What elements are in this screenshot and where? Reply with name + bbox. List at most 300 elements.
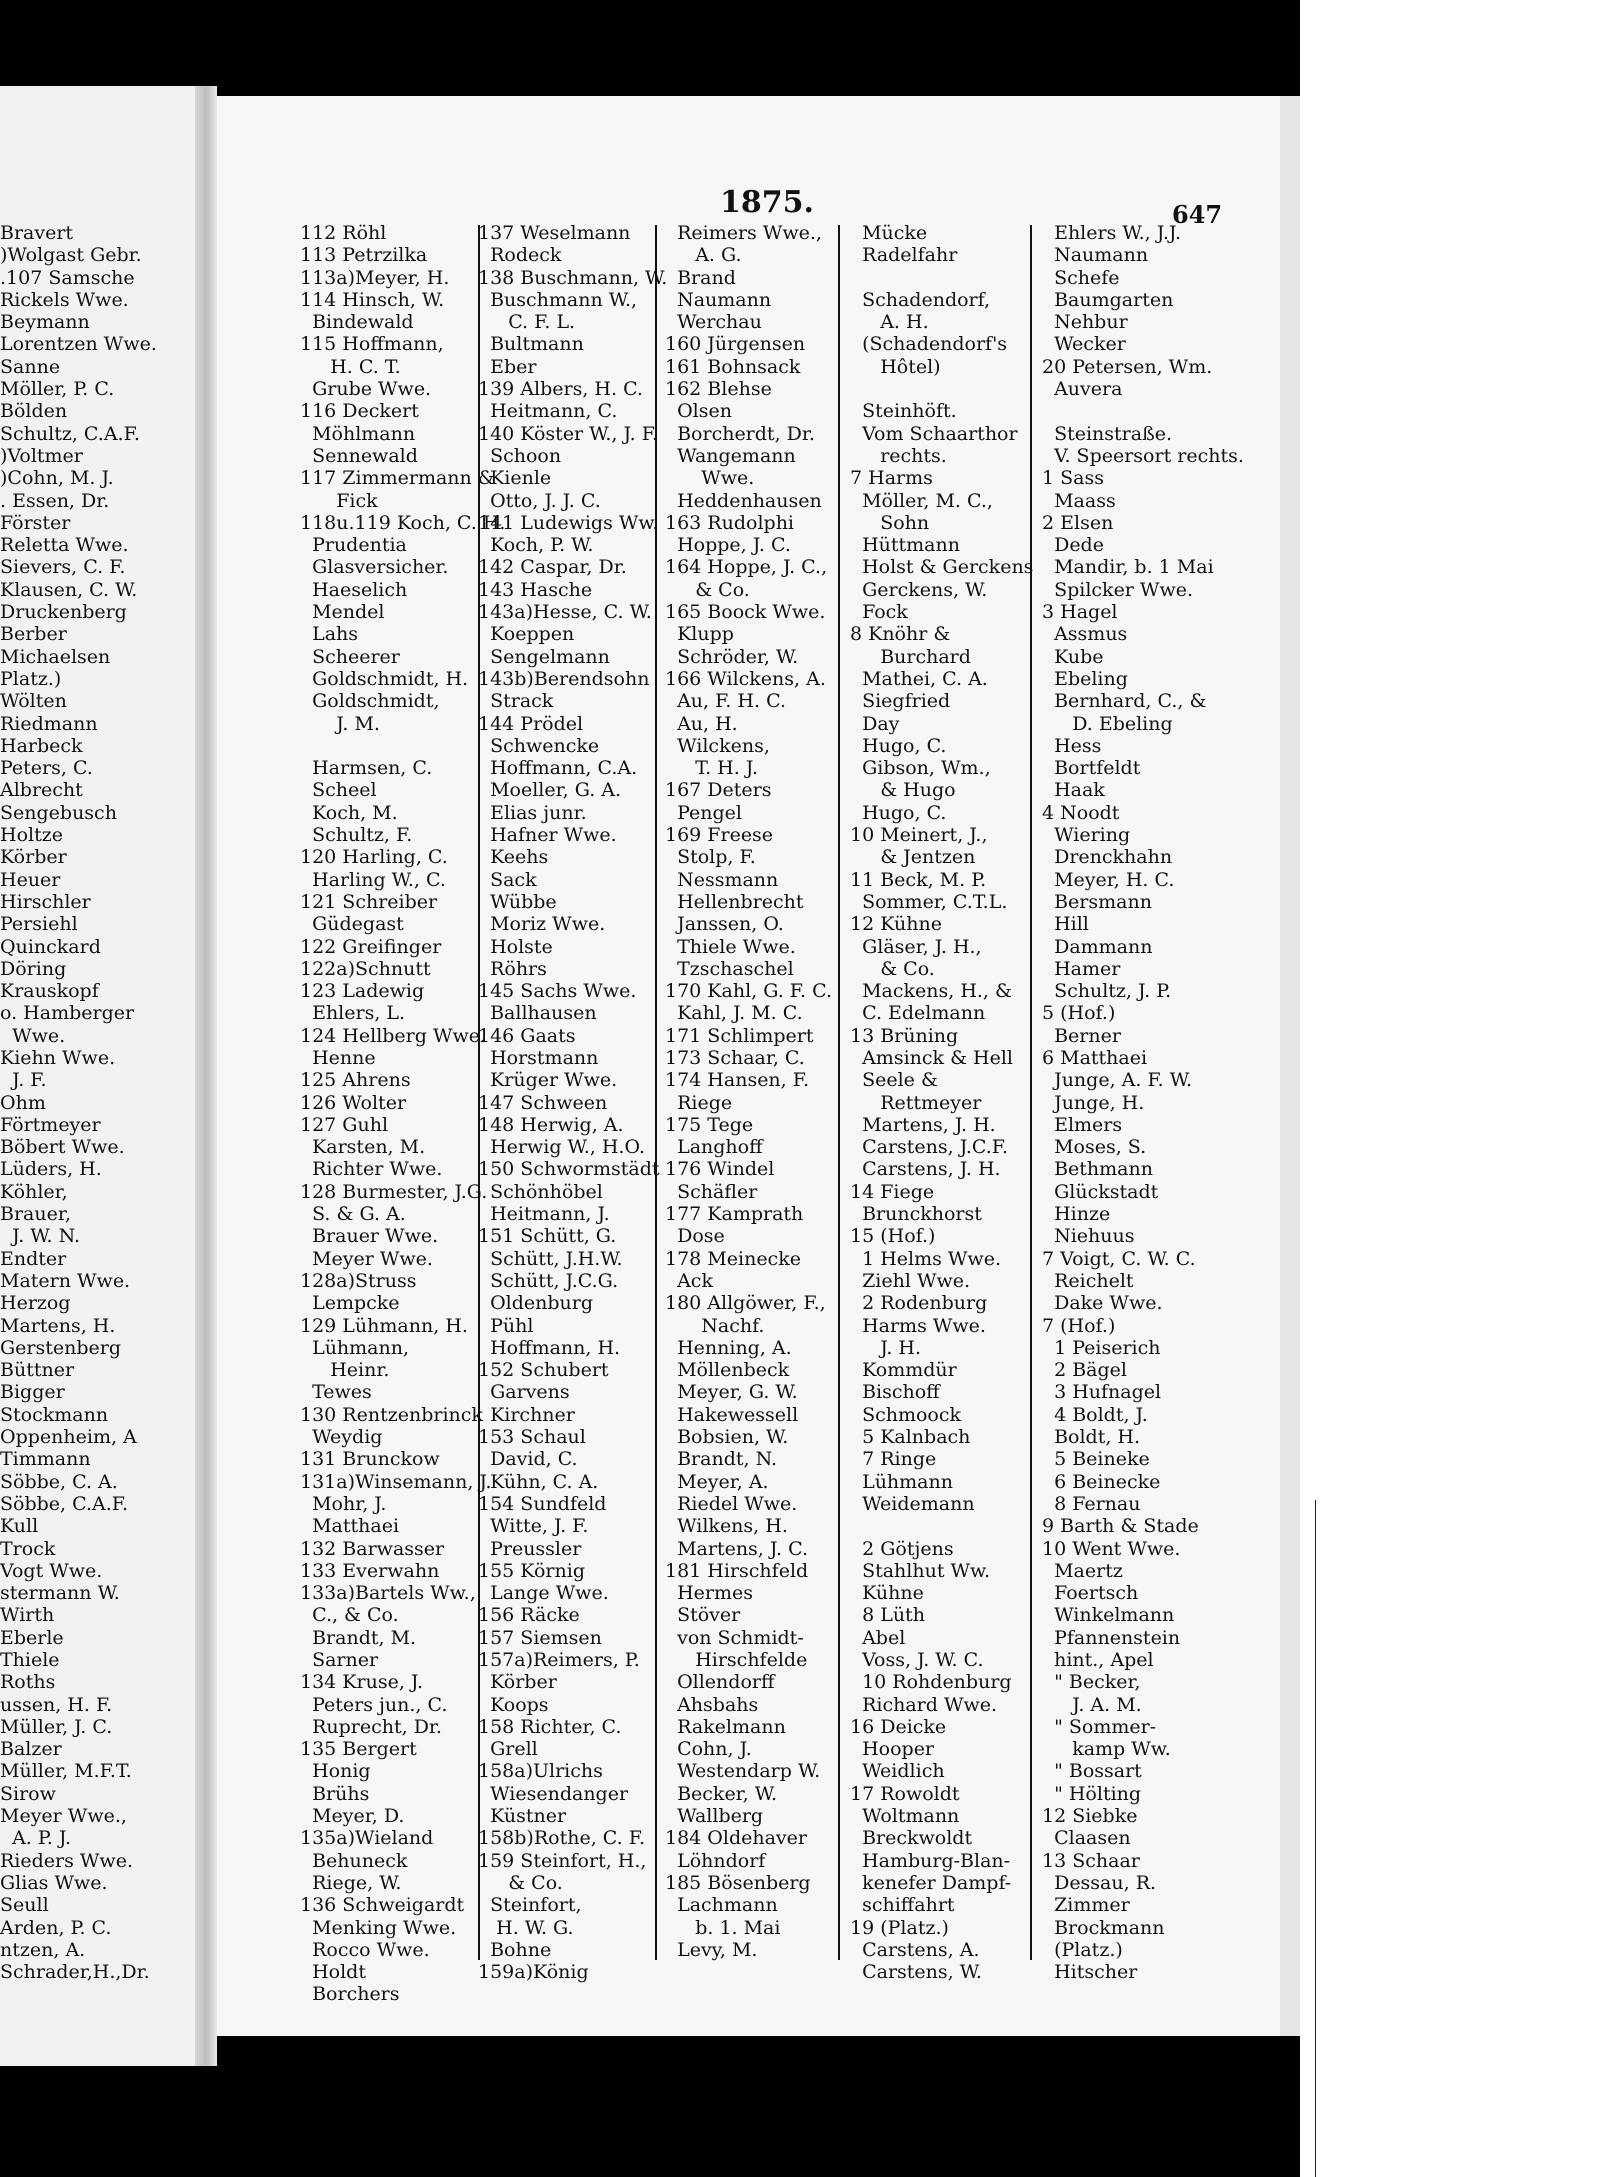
directory-entry: Behuneck	[300, 1849, 408, 1872]
directory-entry: Seull	[0, 1894, 49, 1917]
directory-entry: Otto, J. J. C.	[478, 489, 601, 512]
directory-entry: Day	[850, 712, 900, 735]
directory-entry: 2 Rodenburg	[850, 1292, 988, 1315]
directory-entry: 4 Boldt, J.	[1042, 1403, 1148, 1426]
directory-entry: Lempcke	[300, 1292, 400, 1315]
directory-entry: Bohne	[478, 1938, 552, 1961]
directory-entry: 135 Bergert	[300, 1738, 417, 1761]
directory-entry: 7 Harms	[850, 467, 933, 490]
directory-entry: Dessau, R.	[1042, 1871, 1157, 1894]
directory-entry	[1042, 400, 1244, 422]
directory-column-2	[478, 222, 667, 1983]
directory-entry: 181 Hirschfeld	[665, 1559, 809, 1582]
directory-entry: Schmoock	[850, 1403, 962, 1426]
directory-entry: Rocco Wwe.	[300, 1938, 430, 1961]
directory-entry: " Becker,	[1042, 1671, 1141, 1694]
directory-entry: Glasversicher.	[300, 556, 449, 579]
directory-entry: Rakelmann	[665, 1715, 786, 1738]
directory-entry: Bravert	[0, 222, 74, 244]
directory-entry: Claasen	[1042, 1827, 1131, 1850]
directory-entry: Hugo, C.	[850, 734, 947, 757]
directory-entry: Wangemann	[665, 444, 796, 467]
directory-entry: Schefe	[1042, 266, 1120, 289]
directory-entry: kamp Ww.	[1042, 1738, 1171, 1761]
directory-entry: 10 Rohdenburg	[850, 1671, 1012, 1694]
directory-entry: Möller, M. C.,	[850, 489, 993, 512]
page-year: 1875.	[720, 185, 814, 220]
directory-entry: .107 Samsche	[0, 266, 135, 289]
directory-entry: 118u.119 Koch, C. H.	[300, 511, 506, 534]
directory-entry: 173 Schaar, C.	[665, 1046, 805, 1069]
directory-entry: hint., Apel	[1042, 1649, 1154, 1671]
directory-entry: 9 Barth & Stade	[1042, 1515, 1199, 1538]
directory-entry: Borchers	[300, 1983, 400, 2006]
directory-entry: 1 Sass	[1042, 467, 1104, 490]
directory-entry: Niehuus	[1042, 1225, 1135, 1248]
directory-entry: Endter	[0, 1247, 67, 1270]
directory-entry: Kiehn Wwe.	[0, 1046, 116, 1069]
directory-entry: Moeller, G. A.	[478, 779, 622, 802]
directory-entry: C., & Co.	[300, 1604, 399, 1627]
directory-entry: Junge, A. F. W.	[1042, 1069, 1193, 1092]
directory-entry: Kube	[1042, 645, 1104, 668]
directory-entry: 169 Freese	[665, 824, 774, 847]
directory-entry: 128a)Struss	[300, 1269, 417, 1292]
directory-entry: Gläser, J. H.,	[850, 935, 982, 958]
directory-entry: Mandir, b. 1 Mai	[1042, 556, 1214, 579]
directory-entry: Schönhöbel	[478, 1180, 603, 1203]
directory-entry: Lachmann	[665, 1894, 778, 1917]
directory-entry: Langhoff	[665, 1136, 763, 1159]
directory-entry: Lorentzen Wwe.	[0, 333, 157, 356]
directory-entry: 133a)Bartels Ww.,	[300, 1582, 476, 1605]
directory-entry: Buschmann W.,	[478, 288, 638, 311]
directory-entry: Beymann	[0, 311, 90, 334]
directory-entry: 114 Hinsch, W.	[300, 288, 445, 311]
directory-entry: Thiele Wwe.	[665, 935, 796, 958]
directory-entry: Kühn, C. A.	[478, 1470, 599, 1493]
directory-entry: Scheerer	[300, 645, 400, 668]
directory-entry: Bethmann	[1042, 1158, 1153, 1181]
directory-entry: 146 Gaats	[478, 1024, 576, 1047]
directory-entry: Holste	[478, 935, 553, 958]
directory-entry: Koch, M.	[300, 801, 398, 824]
directory-entry: Ehlers W., J.J.	[1042, 222, 1182, 244]
directory-entry: Krüger Wwe.	[478, 1069, 618, 1092]
directory-entry: 8 Lüth	[850, 1604, 925, 1627]
directory-entry: Brockmann	[1042, 1916, 1165, 1939]
directory-entry: Schultz, F.	[300, 824, 413, 847]
directory-entry: Hitscher	[1042, 1961, 1138, 1984]
directory-entry: Boldt, H.	[1042, 1426, 1141, 1449]
directory-column-4	[850, 222, 1033, 1983]
directory-entry: 4 Noodt	[1042, 801, 1120, 824]
directory-entry: Söbbe, C. A.	[0, 1470, 118, 1493]
directory-entry: Breckwoldt	[850, 1827, 973, 1850]
directory-entry: 148 Herwig, A.	[478, 1113, 624, 1136]
directory-entry: Matern Wwe.	[0, 1269, 131, 1292]
directory-entry: 142 Caspar, Dr.	[478, 556, 627, 579]
directory-entry: Honig	[300, 1760, 371, 1783]
directory-entry: 144 Prödel	[478, 712, 584, 735]
directory-entry	[300, 735, 505, 757]
directory-entry: 128 Burmester, J.G.	[300, 1180, 488, 1203]
directory-entry: 7 Voigt, C. W. C.	[1042, 1247, 1196, 1270]
directory-entry: 159a)König	[478, 1961, 589, 1984]
directory-entry: Maass	[1042, 489, 1116, 512]
directory-entry: Sirow	[0, 1782, 56, 1805]
directory-entry: Strack	[478, 690, 554, 713]
directory-entry: 153 Schaul	[478, 1426, 586, 1449]
directory-entry: " Bossart	[1042, 1760, 1142, 1783]
directory-entry: Güdegast	[300, 913, 404, 936]
directory-entry: 140 Köster W., J. F.	[478, 422, 658, 445]
directory-entry: Rettmeyer	[850, 1091, 982, 1114]
directory-entry: Sennewald	[300, 444, 418, 467]
directory-entry: kenefer Dampf-	[850, 1871, 1012, 1894]
directory-entry: Holdt	[300, 1961, 366, 1984]
directory-entry: Meyer Wwe.,	[0, 1805, 127, 1828]
directory-entry: Förster	[0, 511, 71, 534]
directory-entry: Mackens, H., &	[850, 980, 1012, 1003]
directory-entry: Carstens, J. H.	[850, 1158, 1001, 1181]
directory-entry: ussen, H. F.	[0, 1693, 113, 1716]
directory-entry: Heinr.	[300, 1359, 390, 1382]
directory-entry: Herwig W., H.O.	[478, 1136, 645, 1159]
directory-entry: 184 Oldehaver	[665, 1827, 807, 1850]
directory-entry: Brandt, M.	[300, 1626, 417, 1649]
directory-entry: 3 Hagel	[1042, 601, 1118, 624]
directory-entry: Hess	[1042, 734, 1102, 757]
directory-entry: A. H.	[850, 311, 929, 334]
directory-entry: Bigger	[0, 1381, 65, 1404]
directory-entry: 162 Blehse	[665, 378, 772, 401]
directory-entry: 175 Tege	[665, 1113, 754, 1136]
directory-entry: Olsen	[665, 400, 732, 423]
directory-entry: Ebeling	[1042, 667, 1128, 690]
directory-entry: V. Speersort rechts.	[1042, 444, 1244, 467]
directory-entry: 130 Rentzenbrinck	[300, 1403, 483, 1426]
directory-entry: Bischoff	[850, 1381, 940, 1404]
directory-entry: Moriz Wwe.	[478, 913, 606, 936]
directory-entry: Harmsen, C.	[300, 757, 433, 780]
directory-entry: A. G.	[665, 244, 742, 267]
directory-entry: Pfannenstein	[1042, 1626, 1181, 1649]
directory-entry: Brand	[665, 266, 736, 289]
directory-entry: 5 Beineke	[1042, 1448, 1150, 1471]
directory-entry: Rickels Wwe.	[0, 288, 129, 311]
directory-entry: Trock	[0, 1537, 56, 1560]
directory-entry: J. W. N.	[0, 1225, 81, 1248]
directory-entry: 143b)Berendsohn	[478, 667, 650, 690]
directory-entry: Martens, J. C.	[665, 1537, 809, 1560]
page-edge	[1280, 96, 1300, 2036]
directory-entry: Ziehl Wwe.	[850, 1269, 971, 1292]
directory-entry: Möller, P. C.	[0, 378, 115, 401]
directory-entry: 132 Barwasser	[300, 1537, 445, 1560]
directory-entry: Haeselich	[300, 578, 408, 601]
directory-entry: J. M.	[300, 712, 380, 735]
directory-entry: Eber	[478, 355, 537, 378]
directory-entry: Timmann	[0, 1448, 91, 1471]
directory-entry	[850, 378, 1033, 400]
directory-entry: Garvens	[478, 1381, 570, 1404]
directory-entry: schiffahrt	[850, 1894, 955, 1917]
directory-entry: Kommdür	[850, 1359, 957, 1382]
directory-entry: Goldschmidt,	[300, 690, 440, 713]
directory-entry: Hüttmann	[850, 534, 960, 557]
directory-entry: Hoffmann, H.	[478, 1336, 621, 1359]
directory-entry: 176 Windel	[665, 1158, 775, 1181]
directory-entry: Eberle	[0, 1626, 64, 1649]
directory-entry: Gibson, Wm.,	[850, 757, 991, 780]
directory-entry: Gerstenberg	[0, 1336, 122, 1359]
directory-entry: & Co.	[665, 578, 750, 601]
directory-entry: Richter Wwe.	[300, 1158, 443, 1181]
directory-entry: & Hugo	[850, 779, 956, 802]
directory-entry: Holst & Gerckens	[850, 556, 1034, 579]
directory-entry: 151 Schütt, G.	[478, 1225, 617, 1248]
directory-entry: Förtmeyer	[0, 1113, 101, 1136]
directory-entry: 7 (Hof.)	[1042, 1314, 1116, 1337]
directory-entry: 167 Deters	[665, 779, 772, 802]
directory-entry: 20 Petersen, Wm.	[1042, 355, 1213, 378]
directory-entry: Haak	[1042, 779, 1105, 802]
directory-entry: Ahsbahs	[665, 1693, 759, 1716]
directory-entry: Keehs	[478, 846, 549, 869]
directory-entry: Döring	[0, 957, 67, 980]
directory-entry: Martens, J. H.	[850, 1113, 996, 1136]
directory-entry: Schütt, J.H.W.	[478, 1247, 623, 1270]
directory-entry: Herzog	[0, 1292, 71, 1315]
directory-entry: Reimers Wwe.,	[665, 222, 822, 244]
directory-entry: Platz.)	[0, 667, 62, 690]
directory-entry: J. A. M.	[1042, 1693, 1142, 1716]
directory-entry: Hafner Wwe.	[478, 824, 617, 847]
directory-entry: 165 Boock Wwe.	[665, 601, 826, 624]
directory-entry: Sengebusch	[0, 801, 117, 824]
directory-entry: Elmers	[1042, 1113, 1123, 1136]
directory-entry: Küstner	[478, 1805, 567, 1828]
directory-entry: Vogt Wwe.	[0, 1559, 103, 1582]
directory-entry: 143a)Hesse, C. W.	[478, 601, 652, 624]
directory-entry: Nachf.	[665, 1314, 765, 1337]
directory-entry: Stahlhut Ww.	[850, 1559, 991, 1582]
directory-entry: & Co.	[478, 1871, 563, 1894]
directory-entry: Hellenbrecht	[665, 890, 804, 913]
directory-entry: . Essen, Dr.	[0, 489, 110, 512]
directory-entry: Rodeck	[478, 244, 562, 267]
directory-entry: Lahs	[300, 623, 359, 646]
directory-entry: 6 Matthaei	[1042, 1046, 1148, 1069]
directory-entry: Peters, C.	[0, 757, 93, 780]
directory-entry: Ballhausen	[478, 1002, 597, 1025]
directory-entry: 158b)Rothe, C. F.	[478, 1827, 645, 1850]
directory-entry: Wwe.	[0, 1024, 66, 1047]
directory-entry: Riege, W.	[300, 1871, 402, 1894]
directory-entry: )Cohn, M. J.	[0, 467, 114, 490]
directory-entry: Vom Schaarthor	[850, 422, 1018, 445]
directory-entry: 123 Ladewig	[300, 980, 425, 1003]
directory-entry: 3 Hufnagel	[1042, 1381, 1162, 1404]
directory-entry: Karsten, M.	[300, 1136, 426, 1159]
directory-entry: Schadendorf,	[850, 288, 991, 311]
directory-entry: Meyer Wwe.	[300, 1247, 433, 1270]
directory-entry: Kienle	[478, 467, 552, 490]
directory-entry: 113 Petrzilka	[300, 244, 428, 267]
directory-entry: 141 Ludewigs Ww.	[478, 511, 659, 534]
directory-entry: Meyer, G. W.	[665, 1381, 798, 1404]
directory-entry: Heuer	[0, 868, 61, 891]
directory-entry: Brauer Wwe.	[300, 1225, 439, 1248]
directory-entry: Sohn	[850, 511, 930, 534]
directory-column-1	[300, 222, 505, 2006]
scan-margin	[1300, 0, 1600, 2177]
directory-entry: 137 Weselmann	[478, 222, 631, 244]
book-binding	[195, 86, 217, 2066]
directory-entry: 139 Albers, H. C.	[478, 378, 643, 401]
directory-entry: Au, F. H. C.	[665, 690, 786, 713]
directory-entry: 2 Götjens	[850, 1537, 954, 1560]
directory-entry: 12 Siebke	[1042, 1805, 1138, 1828]
directory-entry: T. H. J.	[665, 757, 758, 780]
directory-entry: Glias Wwe.	[0, 1871, 108, 1894]
directory-entry: 170 Kahl, G. F. C.	[665, 980, 833, 1003]
directory-entry: Hamburg-Blan-	[850, 1849, 1011, 1872]
directory-entry: Moses, S.	[1042, 1136, 1147, 1159]
directory-entry: Weydig	[300, 1426, 383, 1449]
directory-entry: Wirth	[0, 1604, 55, 1627]
directory-entry: & Jentzen	[850, 846, 976, 869]
directory-entry: 112 Röhl	[300, 222, 387, 244]
directory-entry: 8 Fernau	[1042, 1492, 1141, 1515]
directory-entry: Woltmann	[850, 1805, 960, 1828]
directory-entry: Steinhöft.	[850, 400, 957, 423]
directory-entry: 136 Schweigardt	[300, 1894, 465, 1917]
directory-entry: Dede	[1042, 534, 1104, 557]
directory-entry: Hinze	[1042, 1203, 1111, 1226]
directory-entry: 135a)Wieland	[300, 1827, 434, 1850]
directory-entry: Ack	[665, 1269, 713, 1292]
directory-entry: Weidlich	[850, 1760, 945, 1783]
directory-entry: Reichelt	[1042, 1269, 1134, 1292]
directory-entry: 155 Körnig	[478, 1559, 585, 1582]
directory-entry: Wübbe	[478, 890, 557, 913]
directory-entry: Sievers, C. F.	[0, 556, 126, 579]
directory-entry: " Sommer-	[1042, 1715, 1157, 1738]
directory-entry: Kühne	[850, 1582, 924, 1605]
directory-entry: Horstmann	[478, 1046, 599, 1069]
directory-entry: 122 Greifinger	[300, 935, 442, 958]
directory-entry: Persiehl	[0, 913, 78, 936]
directory-entry: Bindewald	[300, 311, 414, 334]
directory-entry: Wwe.	[665, 467, 755, 490]
directory-entry: stermann W.	[0, 1582, 120, 1605]
directory-entry: 1 Peiserich	[1042, 1336, 1161, 1359]
directory-entry: 125 Ahrens	[300, 1069, 411, 1092]
directory-entry: Böbert Wwe.	[0, 1136, 125, 1159]
directory-entry: Richard Wwe.	[850, 1693, 998, 1716]
directory-entry: Menking Wwe.	[300, 1916, 457, 1939]
directory-entry: 14 Fiege	[850, 1180, 935, 1203]
directory-entry: Meyer, D.	[300, 1805, 405, 1828]
directory-entry: 11 Beck, M. P.	[850, 868, 987, 891]
directory-entry: )Voltmer	[0, 444, 83, 467]
directory-entry: 133 Everwahn	[300, 1559, 440, 1582]
directory-entry: Harbeck	[0, 734, 83, 757]
directory-entry: 13 Schaar	[1042, 1849, 1140, 1872]
directory-entry: Drenckhahn	[1042, 846, 1173, 869]
directory-entry: Spilcker Wwe.	[1042, 578, 1194, 601]
directory-entry: 150 Schwormstädt	[478, 1158, 660, 1181]
directory-entry: Wiesendanger	[478, 1782, 629, 1805]
directory-entry: Henne	[300, 1046, 376, 1069]
directory-entry	[850, 267, 1033, 289]
directory-entry: Pühl	[478, 1314, 534, 1337]
directory-entry: Riedel Wwe.	[665, 1492, 798, 1515]
directory-entry: Dammann	[1042, 935, 1153, 958]
directory-entry: 129 Lühmann, H.	[300, 1314, 468, 1337]
directory-entry: Koops	[478, 1693, 549, 1716]
directory-entry: Rieders Wwe.	[0, 1849, 133, 1872]
directory-entry: Nessmann	[665, 868, 779, 891]
directory-entry: C. F. L.	[478, 311, 576, 334]
directory-entry: 156 Räcke	[478, 1604, 580, 1627]
directory-entry: Foertsch	[1042, 1582, 1139, 1605]
directory-entry: Kahl, J. M. C.	[665, 1002, 803, 1025]
directory-entry: Oldenburg	[478, 1292, 594, 1315]
directory-entry: Stöver	[665, 1604, 741, 1627]
directory-entry: Körber	[478, 1671, 557, 1694]
directory-entry: 171 Schlimpert	[665, 1024, 814, 1047]
directory-entry: Radelfahr	[850, 244, 958, 267]
directory-entry: Bersmann	[1042, 890, 1152, 913]
directory-entry: Heitmann, J.	[478, 1203, 610, 1226]
directory-entry: Maertz	[1042, 1559, 1123, 1582]
directory-entry: Cohn, J.	[665, 1738, 752, 1761]
directory-entry: 164 Hoppe, J. C.,	[665, 556, 828, 579]
directory-entry: 127 Guhl	[300, 1113, 389, 1136]
directory-entry: Schoon	[478, 444, 562, 467]
directory-entry: Möllenbeck	[665, 1359, 790, 1382]
directory-entry: Hermes	[665, 1582, 753, 1605]
directory-entry: Druckenberg	[0, 601, 127, 624]
directory-entry: Seele &	[850, 1069, 938, 1092]
directory-entry: 180 Allgöwer, F.,	[665, 1292, 826, 1315]
directory-entry: Hill	[1042, 913, 1089, 936]
directory-entry	[850, 1515, 1033, 1537]
directory-entry: 157 Siemsen	[478, 1626, 602, 1649]
directory-entry: Müller, M.F.T.	[0, 1760, 132, 1783]
directory-entry: Bernhard, C., &	[1042, 690, 1207, 713]
directory-entry: ntzen, A.	[0, 1938, 86, 1961]
directory-entry: Baumgarten	[1042, 288, 1174, 311]
directory-entry: 8 Knöhr &	[850, 623, 951, 646]
directory-entry: Wilkens, H.	[665, 1515, 788, 1538]
directory-entry: (Platz.)	[1042, 1938, 1123, 1961]
directory-entry: 15 (Hof.)	[850, 1225, 936, 1248]
directory-entry: o. Hamberger	[0, 1002, 135, 1025]
directory-entry: Wallberg	[665, 1805, 764, 1828]
directory-entry: Tewes	[300, 1381, 372, 1404]
directory-entry: 158a)Ulrichs	[478, 1760, 603, 1783]
directory-entry: 126 Wolter	[300, 1091, 407, 1114]
directory-entry: 159 Steinfort, H.,	[478, 1849, 647, 1872]
directory-entry: Hirschfelde	[665, 1649, 808, 1671]
directory-entry: Hoffmann, C.A.	[478, 757, 638, 780]
directory-entry: Dake Wwe.	[1042, 1292, 1163, 1315]
directory-entry: Henning, A.	[665, 1336, 792, 1359]
